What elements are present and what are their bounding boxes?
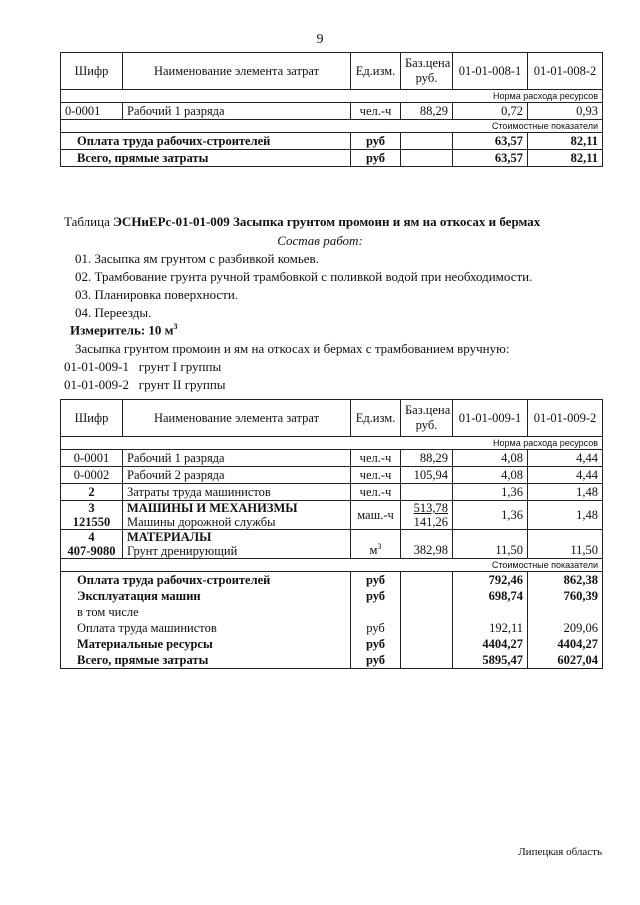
- work-item-3: 03. Планировка поверхности.: [75, 287, 239, 302]
- machines-name-cell: [123, 501, 351, 530]
- unit-text: м: [369, 543, 378, 557]
- header-code: Шифр: [61, 53, 123, 90]
- cost-value-1: 792,46: [453, 572, 528, 589]
- cost-name: Оплата труда машинистов: [61, 620, 351, 636]
- header-col2: 01-01-009-2: [528, 400, 603, 437]
- cost-unit: руб: [351, 652, 401, 669]
- group-code: 3: [88, 501, 95, 515]
- table-resource-norms-008: [60, 52, 603, 167]
- cost-value-2: 209,06: [528, 620, 603, 636]
- cost-value-2: 862,38: [528, 572, 603, 589]
- cost-row: [61, 150, 603, 167]
- row-value-2: 4,44: [528, 467, 603, 484]
- cost-value-1: 698,74: [453, 588, 528, 604]
- row-name: Машины дорожной службы: [127, 515, 276, 529]
- row-value-1: 0,72: [453, 103, 528, 120]
- cost-name: Всего, прямые затраты: [61, 652, 351, 669]
- row-value-1: 1,36: [453, 501, 528, 530]
- table-resource-norms-009: [60, 399, 603, 669]
- cost-name: Материальные ресурсы: [61, 636, 351, 652]
- cost-value-1: 4404,27: [453, 636, 528, 652]
- variant-code: 01-01-009-1: [64, 359, 129, 374]
- cost-unit: руб: [351, 133, 401, 150]
- row-unit: чел.-ч: [351, 450, 401, 467]
- norm-label: Норма расхода ресурсов: [61, 90, 603, 103]
- description: Засыпка грунтом промоин и ям на откосах и бермах с трамбованием вручную:: [75, 341, 510, 356]
- group-row-machines: [61, 501, 603, 530]
- cost-name: Оплата труда рабочих-строителей: [61, 133, 351, 150]
- variant-text: грунт I группы: [138, 359, 222, 374]
- cost-value-2: 6027,04: [528, 652, 603, 669]
- header-price: Баз.цена руб.: [401, 53, 453, 90]
- row-value-2: 0,93: [528, 103, 603, 120]
- group-code: 4: [88, 530, 95, 544]
- cost-unit: руб: [351, 636, 401, 652]
- page-number: 9: [316, 32, 324, 47]
- row-value-1: 11,50: [453, 530, 528, 559]
- variant-text: грунт II группы: [138, 377, 226, 392]
- cost-value-1: 5895,47: [453, 652, 528, 669]
- row-unit: чел.-ч: [351, 484, 401, 501]
- cost-value-2: 760,39: [528, 588, 603, 604]
- table-row: [61, 484, 603, 501]
- row-unit: чел.-ч: [351, 467, 401, 484]
- header-name: Наименование элемента затрат: [123, 400, 351, 437]
- table-row: [61, 467, 603, 484]
- group-name: МАТЕРИАЛЫ: [127, 530, 212, 544]
- title-label: Таблица: [64, 214, 110, 229]
- row-name: Затраты труда машинистов: [123, 484, 351, 501]
- unit-sup: 3: [377, 541, 382, 551]
- cost-unit: руб: [351, 150, 401, 167]
- group-name: МАШИНЫ И МЕХАНИЗМЫ: [127, 501, 298, 515]
- work-item-1: 01. Засыпка ям грунтом с разбивкой комьев.: [75, 251, 319, 266]
- cost-value-1: 63,57: [453, 133, 528, 150]
- row-name: Грунт дренирующий: [127, 544, 238, 558]
- cost-name: Оплата труда рабочих-строителей: [61, 572, 351, 589]
- cost-row: [61, 572, 603, 589]
- table-header: [61, 400, 603, 437]
- cost-name: Эксплуатация машин: [61, 588, 351, 604]
- table-row: [61, 450, 603, 467]
- row-value-1: 4,08: [453, 450, 528, 467]
- row-price-2: 141,26: [413, 515, 448, 529]
- measure-label: [70, 322, 178, 338]
- header-unit: Ед.изм.: [351, 53, 401, 90]
- footer-region: Липецкая область: [518, 846, 602, 858]
- materials-name-cell: [123, 530, 351, 559]
- measure-text: Измеритель: 10 м: [70, 322, 174, 338]
- header-code: Шифр: [61, 400, 123, 437]
- row-value-2: 1,48: [528, 484, 603, 501]
- cost-row: [61, 604, 603, 620]
- header-unit: Ед.изм.: [351, 400, 401, 437]
- table-row: [61, 103, 603, 120]
- row-value-2: 1,48: [528, 501, 603, 530]
- row-price: 513,78: [413, 501, 448, 515]
- title-text: Засыпка грунтом промоин и ям на откосах и бермах: [233, 214, 541, 229]
- cost-value-2: 82,11: [528, 150, 603, 167]
- cost-unit: руб: [351, 620, 401, 636]
- cost-unit: руб: [351, 572, 401, 589]
- composition-heading: Состав работ:: [277, 233, 363, 248]
- header-name: Наименование элемента затрат: [123, 53, 351, 90]
- machines-code-cell: [61, 501, 123, 530]
- work-item-4: 04. Переезды.: [75, 305, 152, 320]
- row-price: 105,94: [401, 467, 453, 484]
- header-col1: 01-01-009-1: [453, 400, 528, 437]
- cost-label: Стоимостные показатели: [61, 559, 603, 572]
- variant-code: 01-01-009-2: [64, 377, 129, 392]
- row-price: 88,29: [401, 450, 453, 467]
- group-row-materials: [61, 530, 603, 559]
- materials-code-cell: [61, 530, 123, 559]
- row-value-2: 11,50: [528, 530, 603, 559]
- cost-value-1: 63,57: [453, 150, 528, 167]
- row-price: 88,29: [401, 103, 453, 120]
- cost-row: [61, 588, 603, 604]
- cost-row: [61, 133, 603, 150]
- row-name: Рабочий 1 разряда: [123, 103, 351, 120]
- cost-row: [61, 652, 603, 669]
- row-value-2: 4,44: [528, 450, 603, 467]
- cost-name: Всего, прямые затраты: [61, 150, 351, 167]
- cost-value-1: 192,11: [453, 620, 528, 636]
- work-item-2: 02. Трамбование грунта ручной трамбовкой с поливкой водой при необходимости.: [75, 269, 533, 284]
- row-code: 407-9080: [67, 544, 116, 558]
- header-col1: 01-01-008-1: [453, 53, 528, 90]
- row-code: 121550: [72, 515, 111, 529]
- measure-sup: 3: [173, 322, 178, 331]
- variant-1: [64, 359, 221, 375]
- cost-unit: руб: [351, 588, 401, 604]
- row-code: 0-0001: [61, 450, 123, 467]
- cost-value-2: 4404,27: [528, 636, 603, 652]
- row-code: 0-0002: [61, 467, 123, 484]
- row-name: Рабочий 2 разряда: [123, 467, 351, 484]
- cost-value-2: 82,11: [528, 133, 603, 150]
- norm-label: Норма расхода ресурсов: [61, 437, 603, 450]
- row-price: 382,98: [401, 530, 453, 559]
- row-unit: маш.-ч: [351, 501, 401, 530]
- variant-2: [64, 377, 226, 393]
- cost-label: Стоимостные показатели: [61, 120, 603, 133]
- machines-price-cell: [401, 501, 453, 530]
- header-price: Баз.цена руб.: [401, 400, 453, 437]
- row-name: Рабочий 1 разряда: [123, 450, 351, 467]
- row-unit: чел.-ч: [351, 103, 401, 120]
- cost-name: в том числе: [61, 604, 351, 620]
- row-code: 2: [61, 484, 123, 501]
- row-unit: [351, 530, 401, 559]
- row-value-1: 4,08: [453, 467, 528, 484]
- title-code: ЭСНиЕРс-01-01-009: [113, 214, 230, 229]
- header-col2: 01-01-008-2: [528, 53, 603, 90]
- cost-row: [61, 620, 603, 636]
- table-header: [61, 53, 603, 90]
- section-title: [64, 214, 540, 230]
- cost-row: [61, 636, 603, 652]
- row-code: 0-0001: [61, 103, 123, 120]
- row-value-1: 1,36: [453, 484, 528, 501]
